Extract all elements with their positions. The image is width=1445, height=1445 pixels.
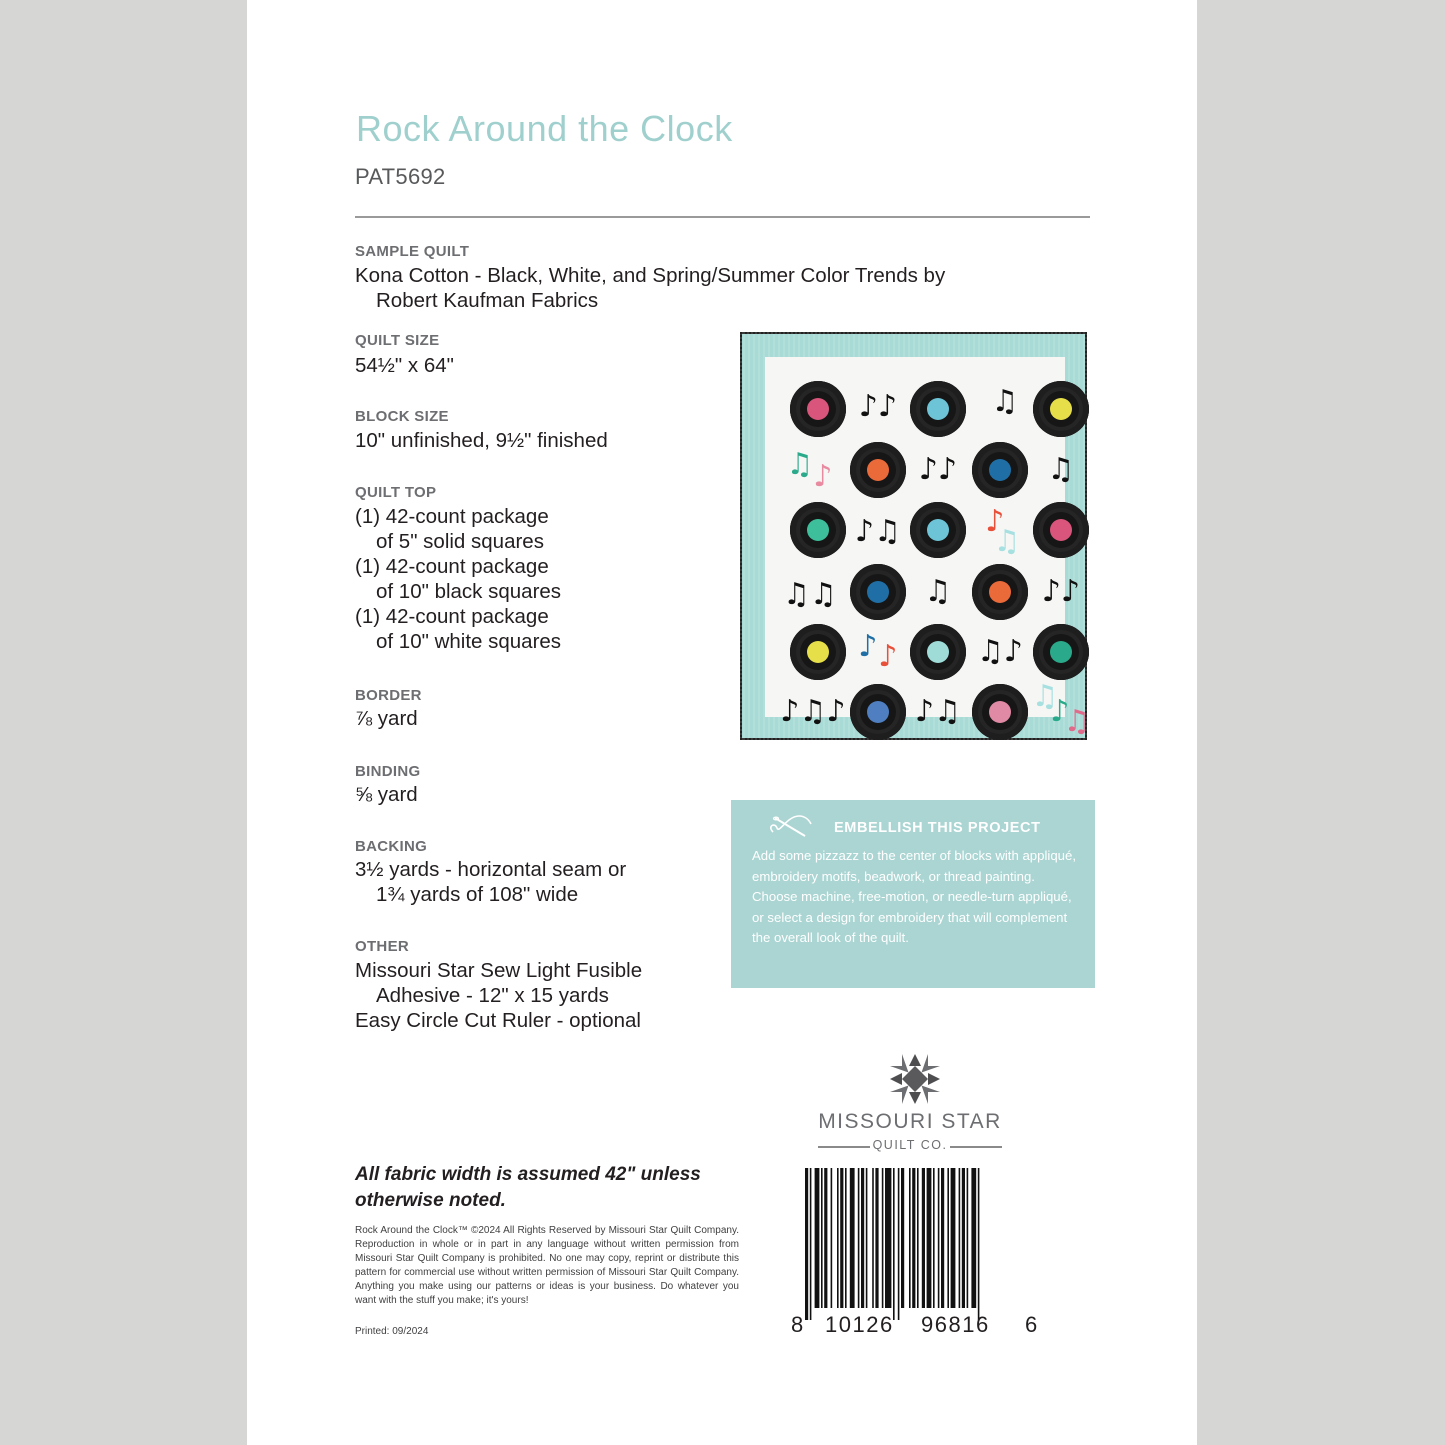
record-label: [867, 581, 889, 603]
record-label: [867, 459, 889, 481]
barcode-digits-left: 10126: [825, 1312, 894, 1337]
printed-date: Printed: 09/2024: [355, 1326, 429, 1337]
music-note-icon: ♪: [858, 629, 878, 664]
section-value: 10" unfinished, 9½" finished: [355, 429, 608, 452]
barcode-digits-right: 96816: [921, 1312, 990, 1337]
record-label: [927, 641, 949, 663]
section-label: QUILT SIZE: [355, 332, 440, 349]
pattern-code: PAT5692: [355, 164, 446, 189]
record-label: [989, 459, 1011, 481]
music-note-icon: ♪♪: [1041, 574, 1081, 609]
vinyl-record-applique: [972, 564, 1028, 620]
section-value: ⅝ yard: [355, 783, 418, 806]
vinyl-record-applique: [910, 502, 966, 558]
copyright-notice: Rock Around the Clock™ ©2024 All Rights Reserved by Missouri Star Quilt Company. Reproduction in whole or in part in any language without written permission from Missouri Star Quilt Company is prohibited. No one may copy, reprint or distribute this pattern for commercial use without written permission of Missouri Star Quilt Company. Anything you make using our patterns or ideas is your business. Do whatever you want with the stuff you make; it's yours!: [355, 1225, 739, 1306]
section-value: 54½" x 64": [355, 354, 454, 377]
upc-barcode: [791, 1168, 1038, 1337]
quilt-center-panel: [765, 357, 1091, 739]
music-note-icon: ♫: [991, 384, 1019, 419]
section-label: OTHER: [355, 938, 409, 955]
section-value: ⅞ yard: [355, 707, 418, 730]
music-note-icon: ♫: [786, 447, 814, 482]
vinyl-record-applique: [1033, 381, 1089, 437]
missouri-star-logo: [815, 1052, 1015, 1162]
section-label: BINDING: [355, 763, 421, 780]
record-label: [807, 398, 829, 420]
quilt-photo: [740, 332, 1091, 740]
vinyl-record-applique: [910, 624, 966, 680]
record-label: [1050, 641, 1072, 663]
vinyl-record-applique: [790, 624, 846, 680]
music-note-icon: ♪♪: [918, 452, 958, 487]
section-label: BORDER: [355, 687, 422, 704]
section-label: BLOCK SIZE: [355, 408, 449, 425]
music-note-icon: ♫: [1031, 679, 1059, 714]
logo-subtitle: QUILT CO.: [815, 1138, 1005, 1152]
music-note-icon: ♪♪: [858, 389, 898, 424]
record-label: [1050, 519, 1072, 541]
record-label: [1050, 398, 1072, 420]
vinyl-record-applique: [850, 564, 906, 620]
record-label: [927, 398, 949, 420]
record-label: [927, 519, 949, 541]
logo-name: MISSOURI STAR: [818, 1110, 1002, 1133]
section-value: Missouri Star Sew Light Fusible Adhesive - 12" x 15 yards Easy Circle Cut Ruler - optional: [355, 959, 643, 1032]
pattern-back-page: [247, 0, 1197, 1445]
header-divider: [355, 216, 1090, 218]
section-value: Kona Cotton - Black, White, and Spring/Summer Color Trends by Robert Kaufman Fabrics: [355, 264, 946, 312]
vinyl-record-applique: [850, 442, 906, 498]
barcode-bars: [805, 1168, 1019, 1320]
vinyl-record-applique: [910, 381, 966, 437]
needle-thread-icon: [761, 812, 813, 838]
vinyl-record-applique: [790, 381, 846, 437]
record-label: [807, 519, 829, 541]
section-value: 3½ yards - horizontal seam or 1¾ yards of 108" wide: [355, 858, 627, 906]
barcode-digit-lead: 8: [791, 1312, 804, 1337]
record-label: [807, 641, 829, 663]
music-note-icon: ♫: [1063, 704, 1091, 739]
vinyl-record-applique: [1033, 624, 1089, 680]
music-note-icon: ♪: [1050, 694, 1070, 729]
music-note-icon: ♫: [924, 574, 952, 609]
vinyl-record-applique: [850, 684, 906, 740]
section-label: QUILT TOP: [355, 484, 437, 501]
music-note-icon: ♪: [878, 639, 898, 674]
music-note-icon: ♫♫: [783, 577, 837, 612]
vinyl-record-applique: [790, 502, 846, 558]
vinyl-record-applique: [1033, 502, 1089, 558]
section-label: BACKING: [355, 838, 428, 855]
record-label: [989, 581, 1011, 603]
music-note-icon: ♪♫: [914, 694, 962, 729]
embellish-body: Add some pizzazz to the center of blocks with appliqué, embroidery motifs, beadwork, or thread painting. Choose machine, free-motion, or needle-turn appliqué, or select a design for embroidery that will complement the overall look of the quilt.: [752, 848, 1077, 946]
embellish-callout: [731, 800, 1095, 988]
pattern-title: Rock Around the Clock: [356, 108, 733, 149]
barcode-digit-check: 6: [1025, 1312, 1038, 1337]
music-note-icon: ♫♪: [976, 634, 1024, 669]
section-value: (1) 42-count package of 5" solid squares (1) 42-count package of 10" black squares (1) 42-count package of 10" white squares: [355, 505, 562, 653]
record-label: [867, 701, 889, 723]
music-note-icon: ♪♫: [854, 514, 902, 549]
vinyl-record-applique: [972, 442, 1028, 498]
music-note-icon: ♪: [813, 459, 833, 494]
vinyl-record-applique: [972, 684, 1028, 740]
music-note-icon: ♪♫♪: [780, 694, 846, 729]
music-note-icon: ♪: [985, 504, 1005, 539]
record-label: [989, 701, 1011, 723]
fabric-width-note: All fabric width is assumed 42" unless otherwise noted.: [355, 1164, 701, 1211]
section-label: SAMPLE QUILT: [355, 243, 470, 260]
star-quilt-block-icon: [888, 1052, 942, 1106]
music-note-icon: ♫: [993, 524, 1021, 559]
music-note-icon: ♫: [1047, 452, 1075, 487]
embellish-title: EMBELLISH THIS PROJECT: [834, 820, 1041, 836]
